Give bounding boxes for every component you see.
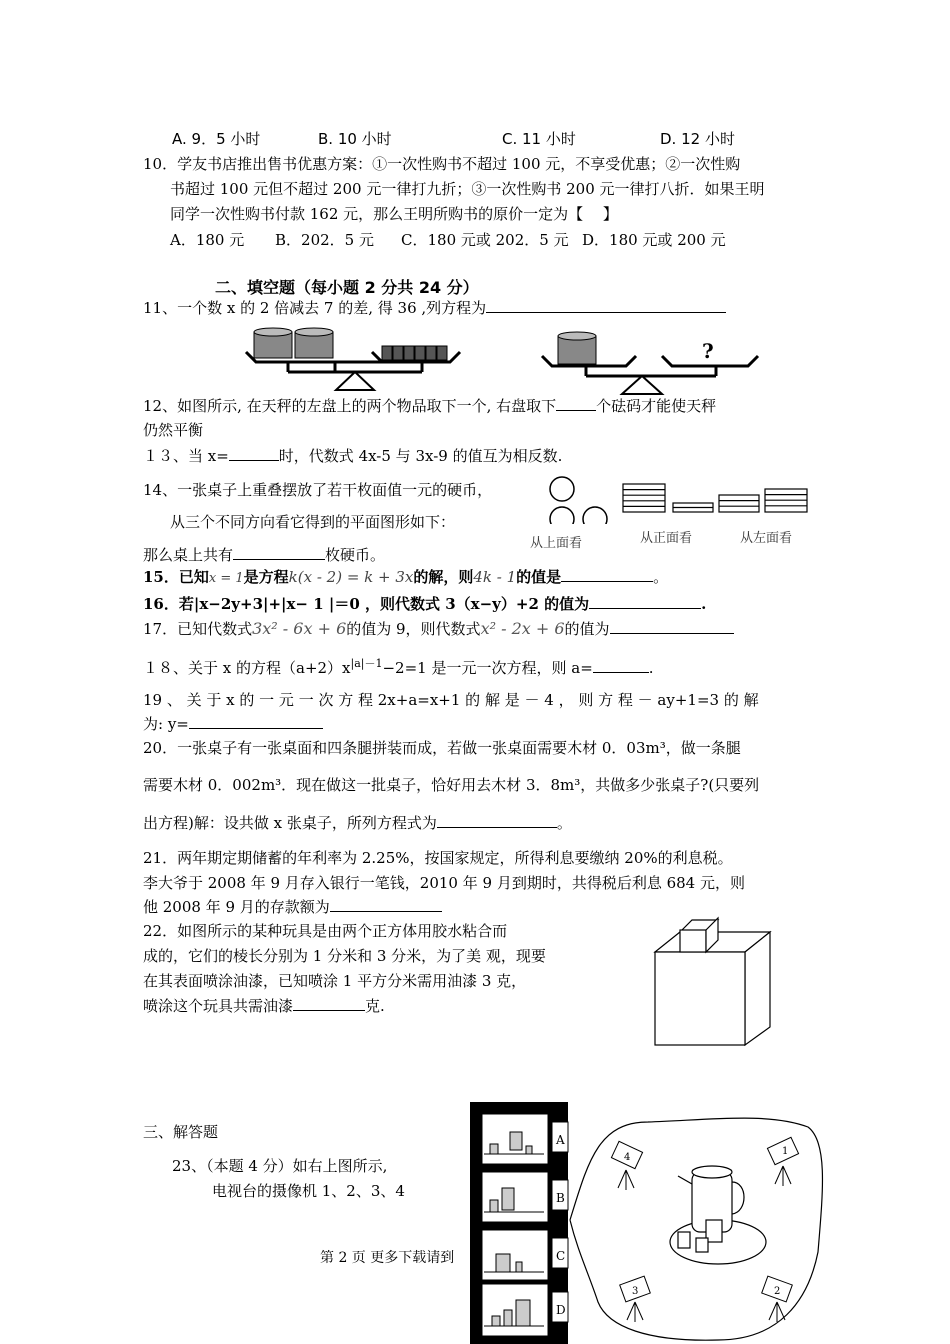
q10-option-a: A．180 元 bbox=[170, 231, 245, 249]
q14-line3: 那么桌上共有 枚硬币。 bbox=[143, 546, 386, 564]
q23-line1: 23、（本题 4 分）如右上图所示, bbox=[172, 1157, 388, 1175]
q22-answer-blank[interactable] bbox=[293, 995, 365, 1011]
q10-line1: 10．学友书店推出售书优惠方案：①一次性购书不超过 100 元，不享受优惠；②一次性购 bbox=[143, 155, 741, 173]
q19-line1: 19 、 关 于 x 的 一 元 一 次 方 程 2x+a=x+1 的 解 是 － 4 ， 则 方 程 － ay+1=3 的 解 bbox=[143, 691, 759, 709]
cylinder-weight-icon bbox=[558, 332, 596, 364]
q19-line2: 为: y= bbox=[143, 713, 323, 734]
q9-option-d: D. 12 小时 bbox=[660, 130, 735, 148]
q22-line4: 喷涂这个玩具共需油漆 克. bbox=[143, 997, 385, 1015]
q23-line2: 电视台的摄像机 1、2、3、4 bbox=[212, 1182, 405, 1200]
q10-option-c: C．180 元或 202．5 元 bbox=[401, 231, 569, 249]
q18-answer-blank[interactable] bbox=[593, 657, 649, 673]
q9-option-a: A. 9．5 小时 bbox=[172, 130, 261, 148]
balance-scales-figure bbox=[240, 322, 770, 400]
camera-icon bbox=[762, 1276, 793, 1322]
q21-line3: 他 2008 年 9 月的存款额为 bbox=[143, 896, 442, 917]
panel-label-d: D bbox=[556, 1303, 566, 1317]
q21-answer-blank[interactable] bbox=[330, 896, 442, 912]
q10-option-d: D．180 元或 200 元 bbox=[582, 231, 726, 249]
camera-label-1: 1 bbox=[782, 1146, 789, 1157]
coin-top-view-icon bbox=[583, 507, 607, 524]
page-footer: 第 2 页 更多下载请到 bbox=[320, 1250, 455, 1266]
q12-line2: 仍然平衡 bbox=[143, 421, 204, 439]
coin-left-view-icon bbox=[719, 489, 807, 512]
view-label-front: 从正面看 bbox=[640, 531, 693, 546]
q20-line3: 出方程)解：设共做 x 张桌子，所列方程式为 。 bbox=[143, 814, 572, 832]
view-label-left: 从左面看 bbox=[740, 531, 793, 546]
camera-label-2: 2 bbox=[774, 1286, 781, 1297]
section-2-title: 二、填空题（每小题 2 分共 24 分） bbox=[215, 278, 479, 297]
q17-answer-blank[interactable] bbox=[610, 618, 734, 634]
q15-text: 15．已知x = 1是方程k(x - 2) = k + 3x的解，则4k - 1的值是 。 bbox=[143, 568, 669, 586]
q15-answer-blank[interactable] bbox=[561, 566, 653, 582]
camera-scene-figure bbox=[568, 1102, 830, 1344]
coin-top-view-icon bbox=[550, 477, 574, 501]
q21-line2: 李大爷于 2008 年 9 月存入银行一笔钱，2010 年 9 月到期时，共得税后利息 684 元，则 bbox=[143, 874, 745, 892]
q22-line1: 22．如图所示的某种玩具是由两个正方体用胶水粘合而 bbox=[143, 922, 508, 940]
cylinder-weight-icon bbox=[254, 328, 333, 358]
stacked-cubes-figure bbox=[650, 912, 780, 1047]
q21-line1: 21．两年期定期储蓄的年利率为 2.25%，按国家规定，所得利息要缴纳 20%的利息税。 bbox=[143, 849, 733, 867]
panel-label-c: C bbox=[556, 1249, 566, 1263]
panel-label-b: B bbox=[556, 1191, 565, 1205]
q10-option-b: B．202．5 元 bbox=[275, 231, 374, 249]
q12-answer-blank[interactable] bbox=[556, 395, 596, 411]
q9-option-c: C. 11 小时 bbox=[502, 130, 576, 148]
q16-text: 16．若|x−2y+3|+|x− 1 |＝0 ，则代数式 3（x−y）+2 的值为 . bbox=[143, 595, 707, 613]
view-label-top: 从上面看 bbox=[530, 536, 583, 551]
coin-top-view-icon bbox=[550, 507, 574, 524]
q14-line2: 从三个不同方向看它得到的平面图形如下： bbox=[170, 513, 456, 531]
q14-answer-blank[interactable] bbox=[233, 544, 325, 560]
q20-line1: 20．一张桌子有一张桌面和四条腿拼装而成，若做一张桌面需要木材 0．03m³，做一条腿 bbox=[143, 739, 741, 757]
panel-label-a: A bbox=[556, 1133, 565, 1147]
q19-answer-blank[interactable] bbox=[189, 713, 323, 729]
question-mark: ? bbox=[702, 339, 714, 363]
camera-view-panels bbox=[470, 1102, 570, 1344]
q14-line1: 14、一张桌子上重叠摆放了若干枚面值一元的硬币， bbox=[143, 481, 493, 499]
q20-answer-blank[interactable] bbox=[437, 812, 557, 828]
small-weights-icon bbox=[382, 346, 447, 360]
camera-label-4: 4 bbox=[624, 1152, 631, 1163]
q11-answer-blank[interactable] bbox=[486, 297, 726, 313]
q22-line3: 在其表面喷涂油漆，已知喷涂 1 平方分米需用油漆 3 克， bbox=[143, 972, 527, 990]
camera-icon bbox=[611, 1141, 642, 1190]
q13-text: １３、当 x= 时，代数式 4x-5 与 3x-9 的值互为相反数. bbox=[143, 447, 563, 465]
teapot-tray-icon bbox=[670, 1166, 766, 1264]
q11-text: 11、一个数 x 的 2 倍减去 7 的差, 得 36 ,列方程为 bbox=[143, 297, 726, 318]
q18-text: １８、关于 x 的方程$(a+2)x^{|a|-1}-2=1$ 是一元一次方程，则 a= . bbox=[143, 657, 654, 677]
camera-icon bbox=[767, 1137, 798, 1186]
q10-line3: 同学一次性购书付款 162 元，那么王明所购书的原价一定为【 】 bbox=[170, 205, 618, 223]
coin-views-figure bbox=[545, 474, 825, 524]
q16-answer-blank[interactable] bbox=[589, 593, 701, 609]
q22-line2: 成的，它们的棱长分别为 1 分米和 3 分米，为了美 观，现要 bbox=[143, 947, 546, 965]
q13-answer-blank[interactable] bbox=[229, 445, 279, 461]
coin-front-view-icon bbox=[623, 484, 713, 512]
q9-option-b: B. 10 小时 bbox=[318, 130, 392, 148]
camera-icon bbox=[620, 1276, 651, 1322]
section-3-title: 三、解答题 bbox=[143, 1123, 219, 1141]
q12-line1: 12、如图所示, 在天秤的左盘上的两个物品取下一个, 右盘取下 个砝码才能使天秤 bbox=[143, 397, 717, 415]
q10-line2: 书超过 100 元但不超过 200 元一律打九折；③一次性购书 200 元一律打八折．如果王明 bbox=[170, 180, 765, 198]
q17-text: 17．已知代数式3x² - 6x + 6的值为 9，则代数式x² - 2x + 6的值为 bbox=[143, 618, 734, 639]
q20-line2: 需要木材 0．002m³．现在做这一批桌子，恰好用去木材 3．8m³，共做多少张桌子?(只要列 bbox=[143, 776, 760, 794]
camera-label-3: 3 bbox=[632, 1286, 639, 1297]
